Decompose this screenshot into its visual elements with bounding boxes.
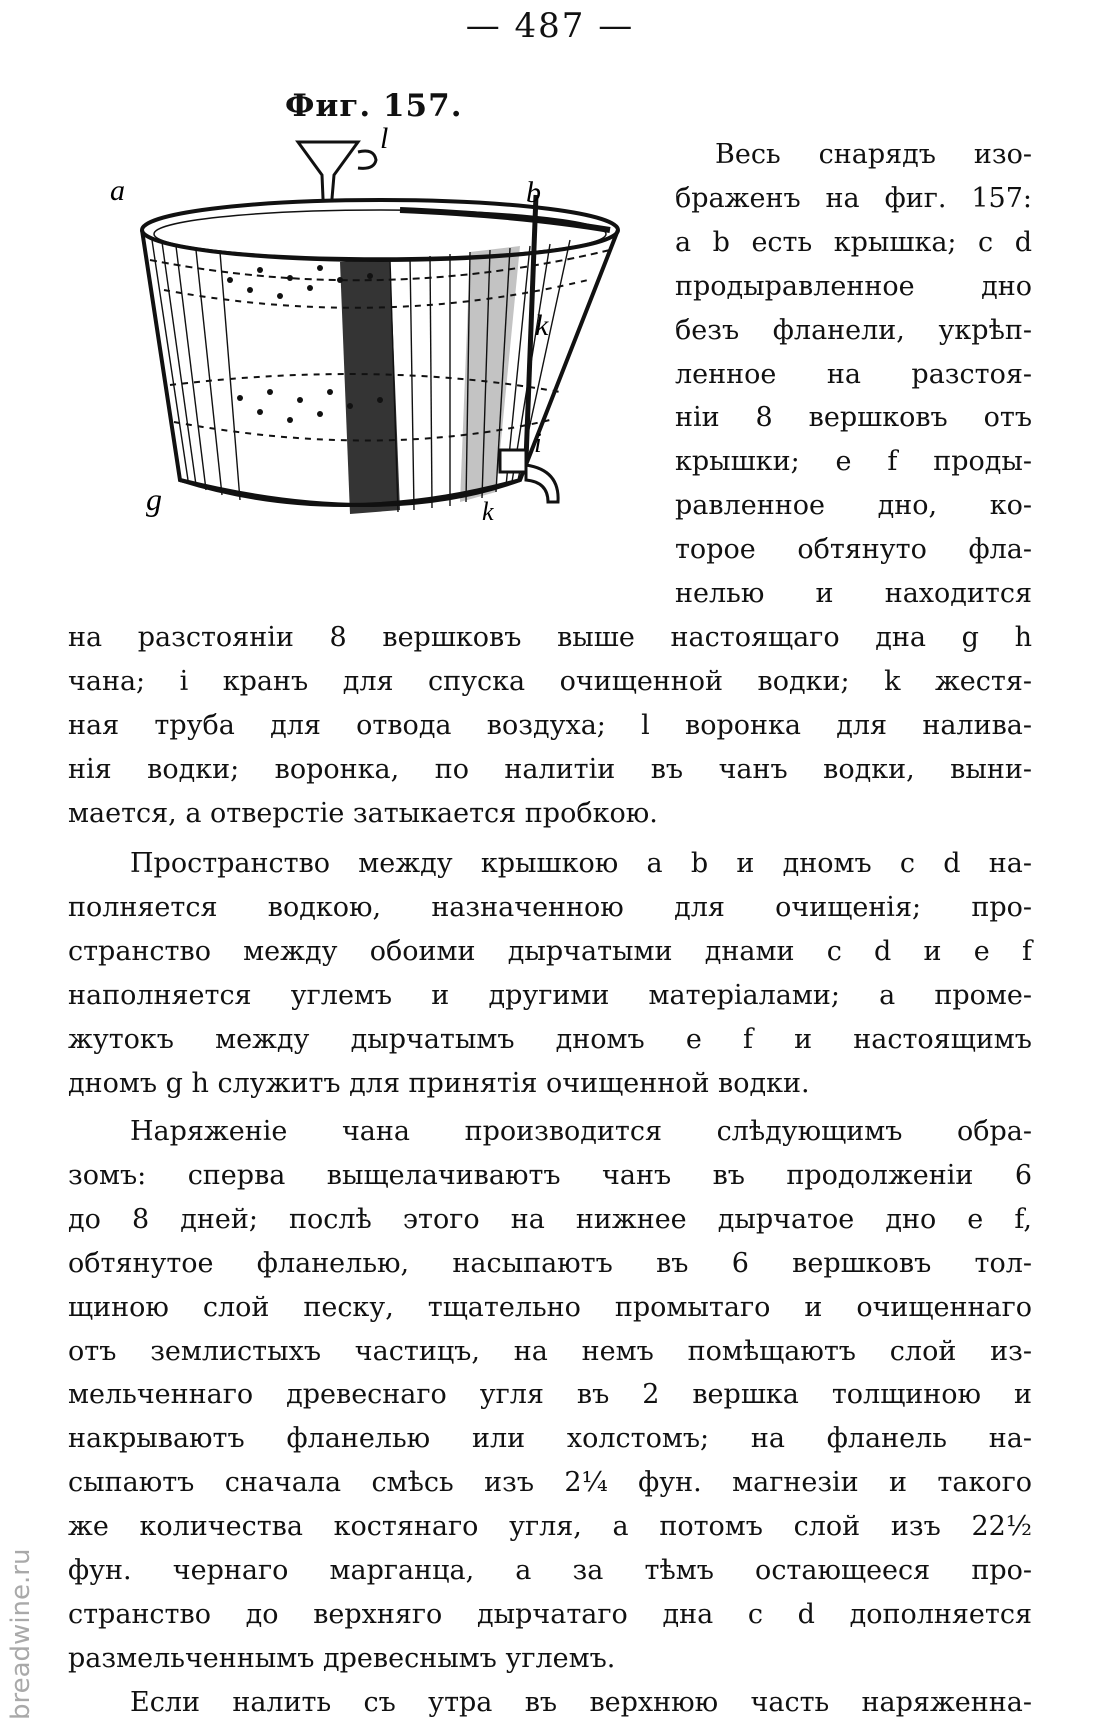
side-line: Весь снарядъ изо- [715,139,1032,170]
text-line: мается, а отверстіе затыкается пробкою. [68,797,658,829]
text-line: накрываютъ фланелью или холстомъ; на фланель на- [68,1423,1032,1455]
text-line: Если налить съ утра въ верхнюю часть наряженна- [130,1687,1032,1718]
side-line: ніи 8 вершковъ отъ [675,402,1032,434]
paragraph-3 [68,1110,1032,1681]
paragraph-4 [68,1681,1032,1725]
text-line: дномъ g h служитъ для принятія очищенной водки. [68,1067,810,1099]
text-line: нія водки; воронка, по налитіи въ чанъ водки, выни- [68,753,1032,785]
text-line: обтянутое фланелью, насыпаютъ въ 6 вершковъ тол- [68,1247,1032,1279]
watermark [6,1320,46,1720]
text-line: же количества костянаго угля, а потомъ слой изъ 22½ [68,1511,1032,1543]
text-line: странство до верхняго дырчатаго дна c d дополняется [68,1598,1032,1630]
text-line: Наряженіе чана производится слѣдующимъ обра- [130,1116,1032,1147]
label-a: a [110,174,125,207]
vat-figure [110,122,620,590]
text-line: щиною слой песку, тщательно промытаго и очищеннаго [68,1291,1032,1323]
text-line: странство между обоими дырчатыми днами c d и e f [68,935,1032,967]
text-line: на разстояніи 8 вершковъ выше настоящаго дна g h [68,622,1032,653]
side-line: безъ фланели, укрѣп- [675,314,1032,346]
text-line: зомъ: сперва выщелачиваютъ чанъ въ продолженіи 6 [68,1159,1032,1191]
text-line: ная труба для отвода воздуха; l воронка для налива- [68,709,1032,741]
side-line: крышки; e f проды- [675,446,1032,478]
side-line: браженъ на фиг. 157: [675,182,1032,214]
text-line: фун. чернаго марганца, а за тѣмъ остающееся про- [68,1555,1032,1587]
text-line: мельченнаго древеснаго угля въ 2 вершка толщиною и [68,1379,1032,1411]
label-h: k [482,497,494,526]
side-line: равленное дно, ко- [675,490,1032,522]
side-line: ленное на разстоя- [675,358,1032,390]
vat-illustration [110,122,620,590]
text-line: чана; i кранъ для спуска очищенной водки; k жестя- [68,665,1032,697]
text-line: сыпаютъ сначала смѣсь изъ 2¼ фун. магнезіи и такого [68,1467,1032,1499]
side-text-column [675,133,1032,616]
side-line: нелью и находится [675,578,1032,610]
text-line: жутокъ между дырчатымъ дномъ e f и настоящимъ [68,1023,1032,1055]
side-line: продыравленное дно [675,270,1032,302]
side-line: торое обтянуто фла- [675,534,1032,566]
label-k: k [535,309,549,342]
text-line: до 8 дней; послѣ этого на нижнее дырчатое дно e f, [68,1203,1032,1235]
paragraph-1 [68,616,1032,836]
figure-caption: Фиг. 157. [285,88,463,124]
text-line: отъ землистыхъ частицъ, на немъ помѣщаютъ слой из- [68,1335,1032,1367]
side-line: a b есть крышка; c d [675,226,1032,258]
label-i: i [534,428,542,459]
label-l: l [380,122,389,155]
page-number: — 487 — [465,6,635,46]
text-line: размельченнымъ древеснымъ углемъ. [68,1642,616,1674]
text-line: полняется водкою, назначенною для очищенія; про- [68,891,1032,923]
label-g: g [146,481,162,517]
text-line: Пространство между крышкою a b и дномъ c d на- [130,848,1032,879]
watermark-text: breadwine.ru [6,1548,36,1720]
text-line: наполняется углемъ и другими матеріалами; а проме- [68,979,1032,1011]
label-b: b [526,176,541,209]
paragraph-2 [68,842,1032,1105]
